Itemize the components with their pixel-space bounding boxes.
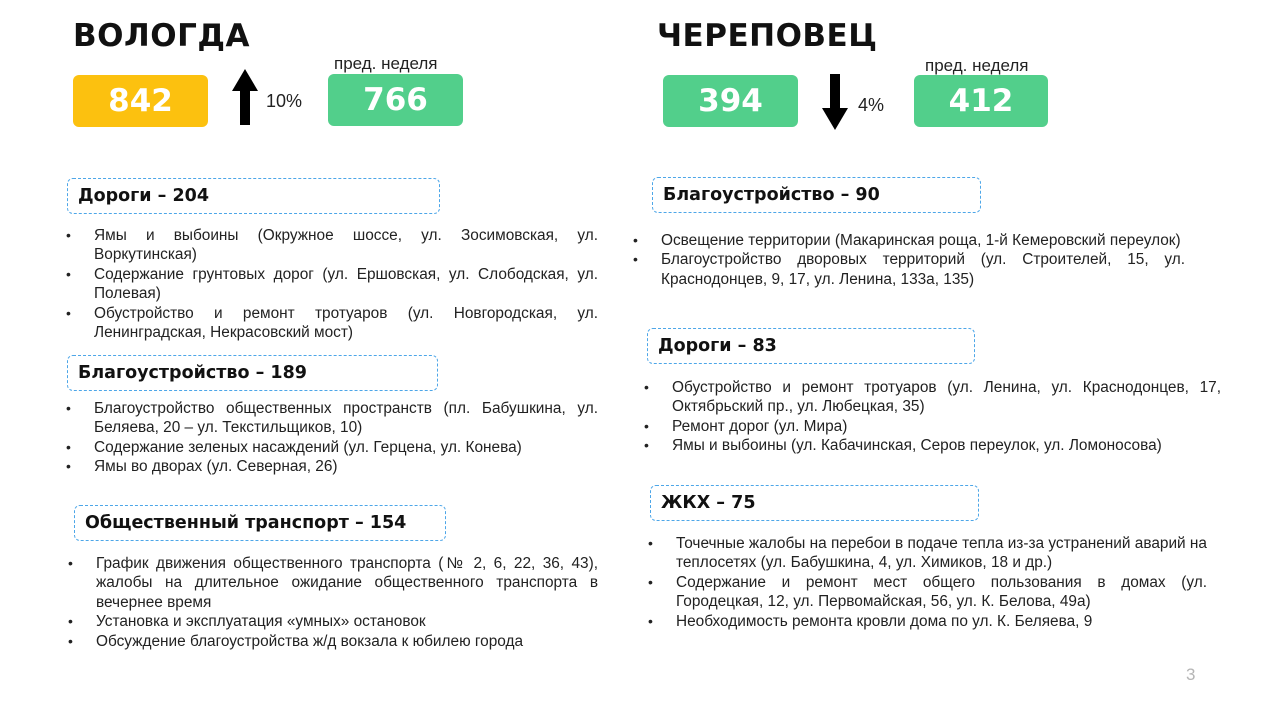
arrow-down-icon (820, 74, 850, 130)
list-item: • Ямы и выбоины (ул. Кабачинская, Серов переулок, ул. Ломоносова) (640, 436, 1221, 455)
list-item: • Ремонт дорог (ул. Мира) (640, 417, 1221, 436)
vologda-category-roads: Дороги – 204 (67, 178, 440, 214)
vologda-category-improvement: Благоустройство – 189 (67, 355, 438, 391)
cherepovets-roads-list (640, 378, 1221, 456)
list-item: • Содержание и ремонт мест общего пользования в домах (ул. Городецкая, 12, ул. Первомайская, 56, ул. К. Белова, 49а) (644, 573, 1207, 612)
cherepovets-category-improvement: Благоустройство – 90 (652, 177, 981, 213)
cherepovets-title: ЧЕРЕПОВЕЦ (657, 18, 878, 54)
vologda-improvement-list (62, 399, 598, 477)
list-item: • Необходимость ремонта кровли дома по ул. К. Беляева, 9 (644, 612, 1207, 631)
list-item: • Благоустройство общественных пространств (пл. Бабушкина, ул. Беляева, 20 – ул. Текстильщиков, 10) (62, 399, 598, 438)
list-item: • Обустройство и ремонт тротуаров (ул. Новгородская, ул. Ленинградская, Некрасовский мост) (62, 304, 598, 343)
list-item: • Обсуждение благоустройства ж/д вокзала к юбилею города (64, 632, 598, 651)
cherepovets-housing-list (644, 534, 1207, 631)
cherepovets-change-percent: 4% (858, 95, 885, 115)
list-item: • Освещение территории (Макаринская роща, 1-й Кемеровский переулок) (629, 231, 1185, 250)
list-item: • Ямы во дворах (ул. Северная, 26) (62, 457, 598, 476)
vologda-title: ВОЛОГДА (73, 18, 250, 54)
list-item: • Благоустройство дворовых территорий (ул. Строителей, 15, ул. Краснодонцев, 9, 17, ул. Ленина, 133а, 135) (629, 250, 1185, 289)
vologda-roads-list (62, 226, 598, 342)
cherepovets-previous-count: 412 (914, 75, 1048, 127)
cherepovets-prev-week-label: пред. неделя (925, 56, 1029, 75)
vologda-change-percent: 10% (266, 91, 303, 111)
vologda-category-transport: Общественный транспорт – 154 (74, 505, 446, 541)
cherepovets-improvement-list (629, 231, 1185, 289)
cherepovets-current-count: 394 (663, 75, 798, 127)
cherepovets-category-roads: Дороги – 83 (647, 328, 975, 364)
cherepovets-category-housing: ЖКХ – 75 (650, 485, 979, 521)
list-item: • Содержание зеленых насаждений (ул. Герцена, ул. Конева) (62, 438, 598, 457)
vologda-current-count: 842 (73, 75, 208, 127)
vologda-prev-week-label: пред. неделя (334, 54, 438, 73)
page-number: 3 (1186, 665, 1196, 684)
list-item: • Обустройство и ремонт тротуаров (ул. Ленина, ул. Краснодонцев, 17, Октябрьский пр., ул. Любецкая, 35) (640, 378, 1221, 417)
vologda-previous-count: 766 (328, 74, 463, 126)
list-item: • Точечные жалобы на перебои в подаче тепла из-за устранений аварий на теплосетях (ул. Бабушкина, 4, ул. Химиков, 18 и др.) (644, 534, 1207, 573)
list-item: • Содержание грунтовых дорог (ул. Ершовская, ул. Слободская, ул. Полевая) (62, 265, 598, 304)
list-item: • Ямы и выбоины (Окружное шоссе, ул. Зосимовская, ул. Воркутинская) (62, 226, 598, 265)
list-item: • График движения общественного транспорта (№ 2, 6, 22, 36, 43), жалобы на длительное ожидание общественного транспорта в вечернее время (64, 554, 598, 612)
arrow-up-icon (230, 69, 260, 125)
vologda-transport-list (64, 554, 598, 651)
list-item: • Установка и эксплуатация «умных» остановок (64, 612, 598, 631)
